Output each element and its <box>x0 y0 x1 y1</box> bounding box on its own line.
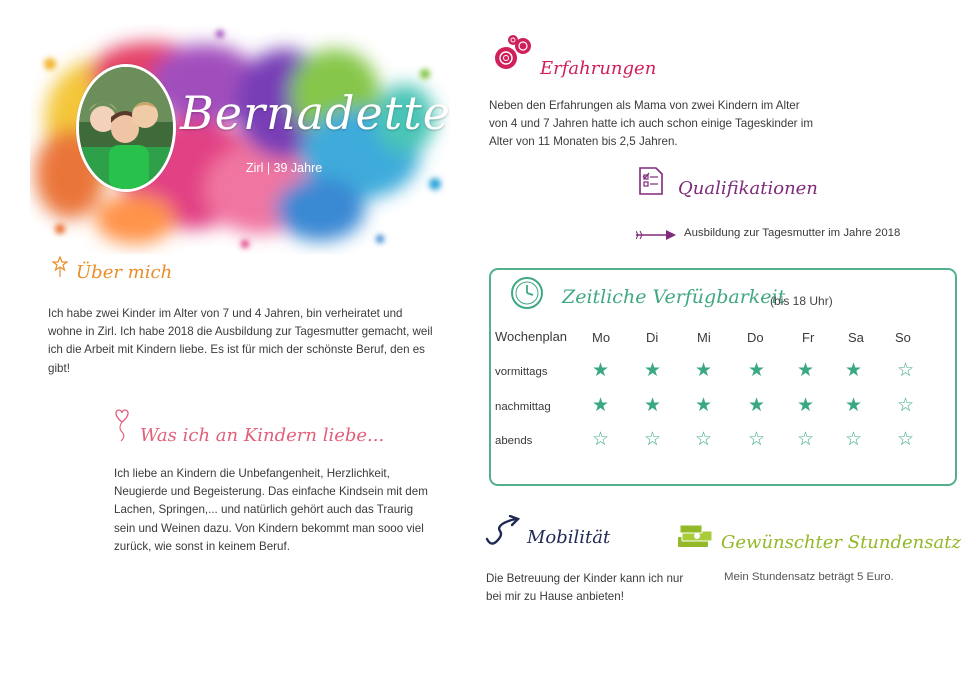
clock-icon <box>510 276 544 310</box>
erfahrungen-text: Neben den Erfahrungen als Mama von zwei Kindern im Alter von 4 und 7 Jahren hatte ich auch schon einige Tageskinder im Alter von 11 Monaten bis 2,5 Jahren. <box>489 99 813 149</box>
row-label-abends: abends <box>495 435 533 447</box>
erfahrungen-heading: Erfahrungen <box>540 58 657 79</box>
profile-subtitle: Zirl | 39 Jahre <box>246 161 323 175</box>
empty-star-icon: ☆ <box>748 429 766 450</box>
empty-star-icon: ☆ <box>845 429 863 450</box>
profile-photo <box>76 64 176 192</box>
day-header-sa: Sa <box>848 330 864 345</box>
row-label-nachmittag: nachmittag <box>495 401 551 413</box>
empty-star-icon: ☆ <box>797 429 815 450</box>
family-photo-image <box>79 67 173 189</box>
qualifikation-item: Ausbildung zur Tagesmutter im Jahre 2018 <box>684 227 901 239</box>
empty-star-icon: ☆ <box>695 429 713 450</box>
ueber-mich-heading: Über mich <box>76 262 173 283</box>
day-header-fr: Fr <box>802 330 815 345</box>
money-icon <box>676 523 716 551</box>
empty-star-icon: ☆ <box>592 429 610 450</box>
empty-star-icon: ☆ <box>897 395 915 416</box>
profile-name: Bernadette <box>180 86 451 140</box>
filled-star-icon: ★ <box>695 360 713 381</box>
availability-note: (bis 18 Uhr) <box>770 294 833 308</box>
filled-star-icon: ★ <box>695 395 713 416</box>
filled-star-icon: ★ <box>845 360 863 381</box>
empty-star-icon: ☆ <box>897 360 915 381</box>
star-wand-icon <box>52 256 68 278</box>
stundensatz-heading: Gewünschter Stundensatz <box>721 532 961 553</box>
filled-star-icon: ★ <box>592 395 610 416</box>
filled-star-icon: ★ <box>592 360 610 381</box>
filled-star-icon: ★ <box>748 360 766 381</box>
filled-star-icon: ★ <box>644 360 662 381</box>
day-header-mo: Mo <box>592 330 611 345</box>
day-header-di: Di <box>646 330 659 345</box>
was-ich-liebe-heading: Was ich an Kindern liebe... <box>140 425 385 446</box>
filled-star-icon: ★ <box>797 395 815 416</box>
day-header-mi: Mi <box>697 330 711 345</box>
heart-balloon-icon <box>112 408 132 442</box>
mobilitaet-heading: Mobilität <box>527 527 611 548</box>
day-header-so: So <box>895 330 911 345</box>
empty-star-icon: ☆ <box>897 429 915 450</box>
filled-star-icon: ★ <box>644 395 662 416</box>
mobilitaet-text: Die Betreuung der Kinder kann ich nur bei mir zu Hause anbieten! <box>486 572 684 604</box>
checklist-document-icon <box>638 166 664 196</box>
ueber-mich-text: Ich habe zwei Kinder im Alter von 7 und 4 Jahren, bin verheiratet und wohne in Zirl. Ich habe 2018 die Ausbildung zur Tagesmutter gemacht, weil ich die Arbeit mit Kindern liebe. Es ist für mich der schönste Beruf, den es gibt! <box>48 307 433 375</box>
roses-icon <box>488 32 536 76</box>
arrow-icon <box>636 229 680 241</box>
filled-star-icon: ★ <box>845 395 863 416</box>
wochenplan-header: Wochenplan <box>495 329 568 344</box>
availability-heading: Zeitliche Verfügbarkeit <box>562 286 786 308</box>
empty-star-icon: ☆ <box>644 429 662 450</box>
filled-star-icon: ★ <box>748 395 766 416</box>
curved-arrow-icon <box>484 515 522 549</box>
filled-star-icon: ★ <box>797 360 815 381</box>
day-header-do: Do <box>747 330 764 345</box>
stundensatz-text: Mein Stundensatz beträgt 5 Euro. <box>724 571 894 583</box>
qualifikationen-heading: Qualifikationen <box>678 178 818 199</box>
was-ich-liebe-text: Ich liebe an Kindern die Unbefangenheit, Herzlichkeit, Neugierde und Begeisterung. Das einfache Kindsein mit dem Lachen, Springen,... und natürlich gehört auch das Traurig sein und Weinen dazu. Von Kindern bekommt man sooo viel zurück, wie sonst in keinem Beruf. <box>114 467 428 553</box>
row-label-vormittags: vormittags <box>495 366 548 378</box>
